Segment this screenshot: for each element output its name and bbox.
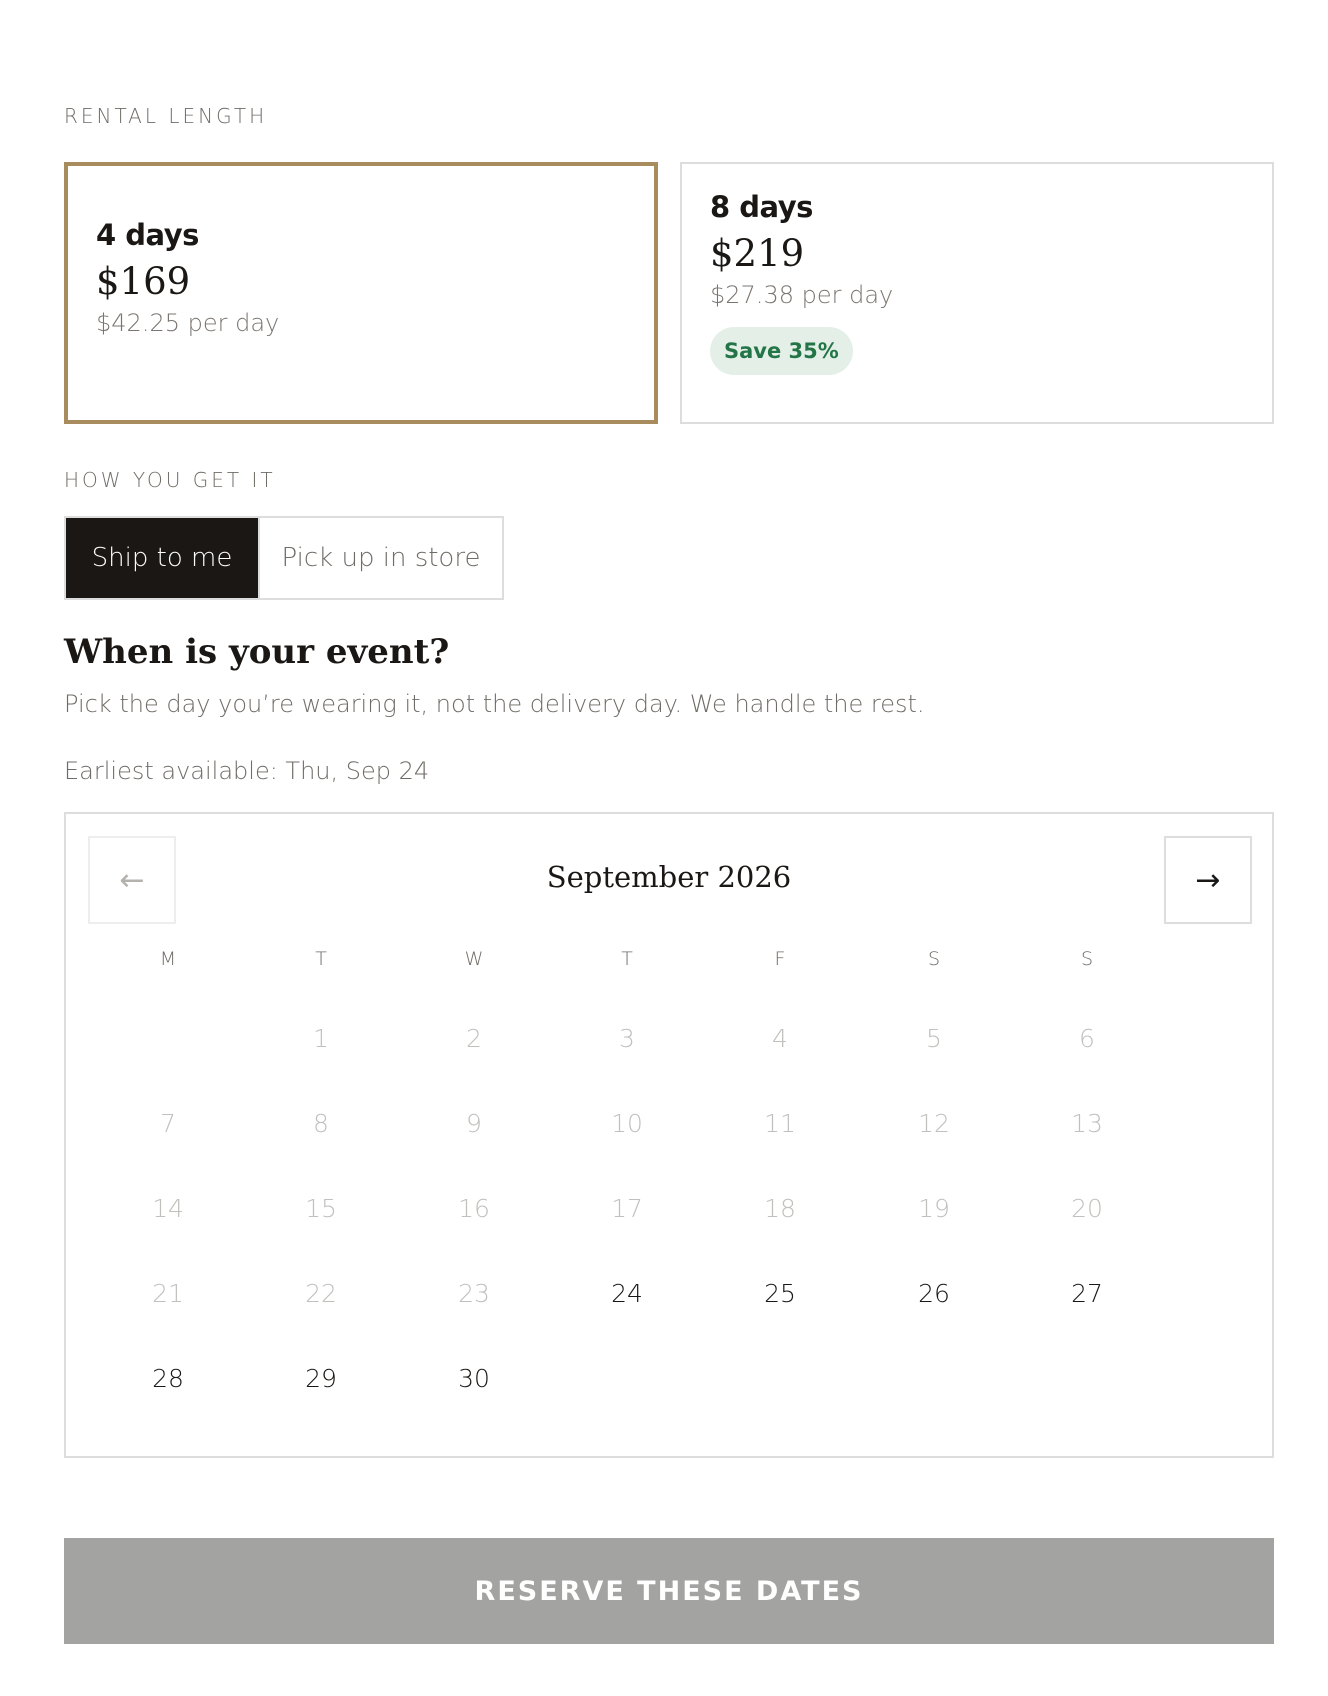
delivery-method-label: HOW YOU GET IT (64, 468, 276, 492)
calendar-day[interactable]: 28 (152, 1363, 184, 1393)
date-picker-calendar (64, 812, 1274, 1458)
event-date-subtitle: Pick the day you’re wearing it, not the delivery day. We handle the rest. (64, 690, 925, 718)
calendar-day: 3 (619, 1023, 635, 1053)
calendar-day: 21 (152, 1278, 184, 1308)
arrow-right-icon: → (1195, 862, 1221, 898)
rental-option-8-days[interactable] (680, 162, 1274, 424)
rental-option-days: 4 days (96, 218, 199, 252)
rental-length-label: RENTAL LENGTH (64, 104, 268, 128)
weekday-label: F (774, 948, 786, 970)
arrow-left-icon: ← (119, 862, 145, 898)
calendar-day: 14 (152, 1193, 184, 1223)
rental-option-price: $219 (710, 232, 805, 275)
calendar-day: 22 (305, 1278, 337, 1308)
calendar-day[interactable]: 24 (611, 1278, 643, 1308)
calendar-day: 16 (458, 1193, 490, 1223)
weekday-label: S (1080, 948, 1094, 970)
rental-option-4-days[interactable] (64, 162, 658, 424)
calendar-month-title: September 2026 (546, 860, 792, 894)
pick-up-in-store-button[interactable]: Pick up in store (258, 518, 502, 598)
calendar-day: 9 (466, 1108, 482, 1138)
calendar-day: 8 (313, 1108, 329, 1138)
rental-option-price: $169 (96, 260, 191, 303)
calendar-day[interactable]: 29 (305, 1363, 337, 1393)
rental-option-per-day: $42.25 per day (96, 309, 280, 337)
calendar-day[interactable]: 26 (918, 1278, 950, 1308)
calendar-day[interactable]: 30 (458, 1363, 490, 1393)
calendar-day: 18 (764, 1193, 796, 1223)
calendar-day: 20 (1071, 1193, 1103, 1223)
calendar-day: 4 (772, 1023, 788, 1053)
earliest-available-text: Earliest available: Thu, Sep 24 (64, 757, 430, 785)
weekday-label: W (464, 948, 484, 970)
rental-option-per-day: $27.38 per day (710, 281, 894, 309)
calendar-day: 11 (764, 1108, 796, 1138)
calendar-day: 7 (160, 1108, 176, 1138)
calendar-day: 6 (1079, 1023, 1095, 1053)
calendar-day: 13 (1071, 1108, 1103, 1138)
calendar-day: 5 (926, 1023, 942, 1053)
weekday-label: M (159, 948, 177, 970)
weekday-label: T (315, 948, 327, 970)
calendar-day: 2 (466, 1023, 482, 1053)
rental-option-content (96, 218, 279, 337)
reserve-dates-button[interactable]: RESERVE THESE DATES (64, 1538, 1274, 1644)
calendar-day: 19 (918, 1193, 950, 1223)
calendar-day: 17 (611, 1193, 643, 1223)
delivery-method-toggle (64, 516, 504, 600)
event-date-heading: When is your event? (64, 632, 450, 672)
weekday-label: S (927, 948, 941, 970)
rental-option-days: 8 days (710, 190, 813, 224)
calendar-day[interactable]: 27 (1071, 1278, 1103, 1308)
weekday-label: T (621, 948, 633, 970)
calendar-day: 12 (918, 1108, 950, 1138)
calendar-day: 15 (305, 1193, 337, 1223)
calendar-day: 10 (611, 1108, 643, 1138)
next-month-button[interactable] (1164, 836, 1252, 924)
calendar-day: 1 (313, 1023, 329, 1053)
rental-option-content (710, 190, 893, 375)
calendar-day[interactable]: 25 (764, 1278, 796, 1308)
calendar-day: 23 (458, 1278, 490, 1308)
savings-badge: Save 35% (710, 327, 853, 375)
ship-to-me-button[interactable]: Ship to me (66, 518, 258, 598)
